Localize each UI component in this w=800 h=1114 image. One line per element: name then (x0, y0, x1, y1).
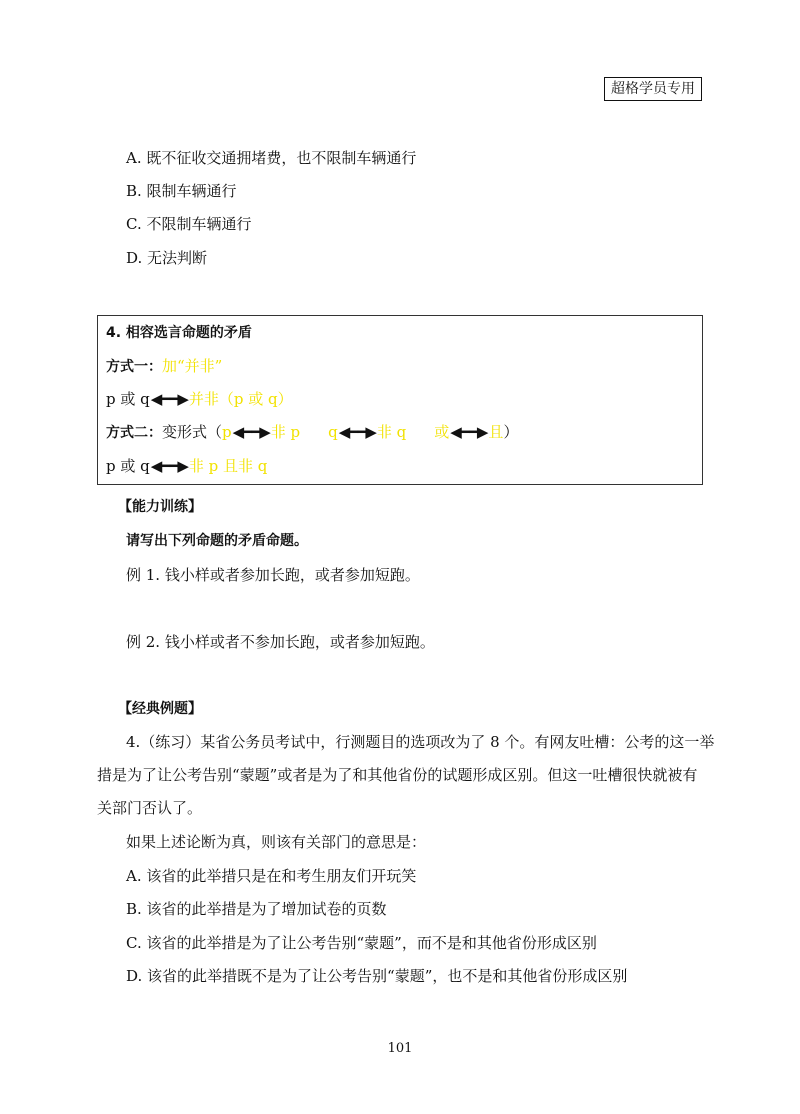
classic-option-b: B. 该省的此举措是为了增加试卷的页数 (126, 900, 387, 918)
method2-line (106, 422, 518, 443)
method1-value: 加“并非” (162, 357, 223, 375)
method2-or: 或 (434, 423, 450, 441)
double-arrow-icon: ◀━━▶ (150, 457, 188, 475)
method2-p: p (222, 423, 232, 441)
method2-not-p: 非 p (270, 423, 301, 441)
double-arrow-icon: ◀━━▶ (150, 390, 188, 408)
method1-label: 方式一： (106, 359, 162, 375)
classic-option-c: C. 该省的此举措是为了让公考告别“蒙题”，而不是和其他省份形成区别 (126, 934, 597, 952)
question-line-3: 关部门否认了。 (97, 799, 203, 817)
question-line-2: 措是为了让公考告别“蒙题”或者是为了和其他省份的试题形成区别。但这一吐槽很快就被有 (97, 766, 698, 784)
double-arrow-icon: ◀━━▶ (338, 423, 376, 441)
method2-not-q: 非 q (376, 423, 407, 441)
classic-heading: 【经典例题】 (118, 701, 202, 717)
training-instruction: 请写出下列命题的矛盾命题。 (126, 533, 308, 549)
method2-text: 变形式（ (162, 423, 223, 441)
training-heading: 【能力训练】 (118, 499, 202, 515)
classic-option-d: D. 该省的此举措既不是为了让公考告别“蒙题”，也不是和其他省份形成区别 (126, 967, 628, 985)
training-example-1: 例 1. 钱小样或者参加长跑，或者参加短跑。 (126, 566, 420, 584)
page-number: 101 (387, 1041, 413, 1056)
classic-option-a: A. 该省的此举措只是在和考生朋友们开玩笑 (126, 867, 417, 885)
method2-example (106, 456, 267, 476)
method1-example (106, 389, 293, 409)
method2-close: ） (503, 423, 519, 441)
method1-line (106, 356, 222, 377)
method2-label: 方式二： (106, 425, 162, 441)
training-example-2: 例 2. 钱小样或者不参加长跑，或者参加短跑。 (126, 633, 435, 651)
line2-right: 并非（p 或 q） (188, 390, 293, 408)
question-prompt: 如果上述论断为真，则该有关部门的意思是： (126, 833, 427, 851)
top-option-c: C. 不限制车辆通行 (126, 215, 252, 233)
top-option-b: B. 限制车辆通行 (126, 182, 237, 200)
method2-and: 且 (488, 423, 504, 441)
line4-right: 非 p 且非 q (188, 457, 268, 475)
line4-left: p 或 q (106, 457, 150, 475)
method2-q: q (328, 423, 338, 441)
top-option-d: D. 无法判断 (126, 249, 208, 267)
double-arrow-icon: ◀━━▶ (450, 423, 488, 441)
double-arrow-icon: ◀━━▶ (232, 423, 270, 441)
header-badge: 超格学员专用 (604, 77, 702, 101)
top-option-a: A. 既不征收交通拥堵费，也不限制车辆通行 (126, 149, 417, 167)
question-line-1: 4.（练习）某省公务员考试中，行测题目的选项改为了 8 个。有网友吐槽：公考的这一举 (126, 733, 715, 751)
box-title: 4. 相容选言命题的矛盾 (106, 325, 252, 341)
line2-left: p 或 q (106, 390, 150, 408)
